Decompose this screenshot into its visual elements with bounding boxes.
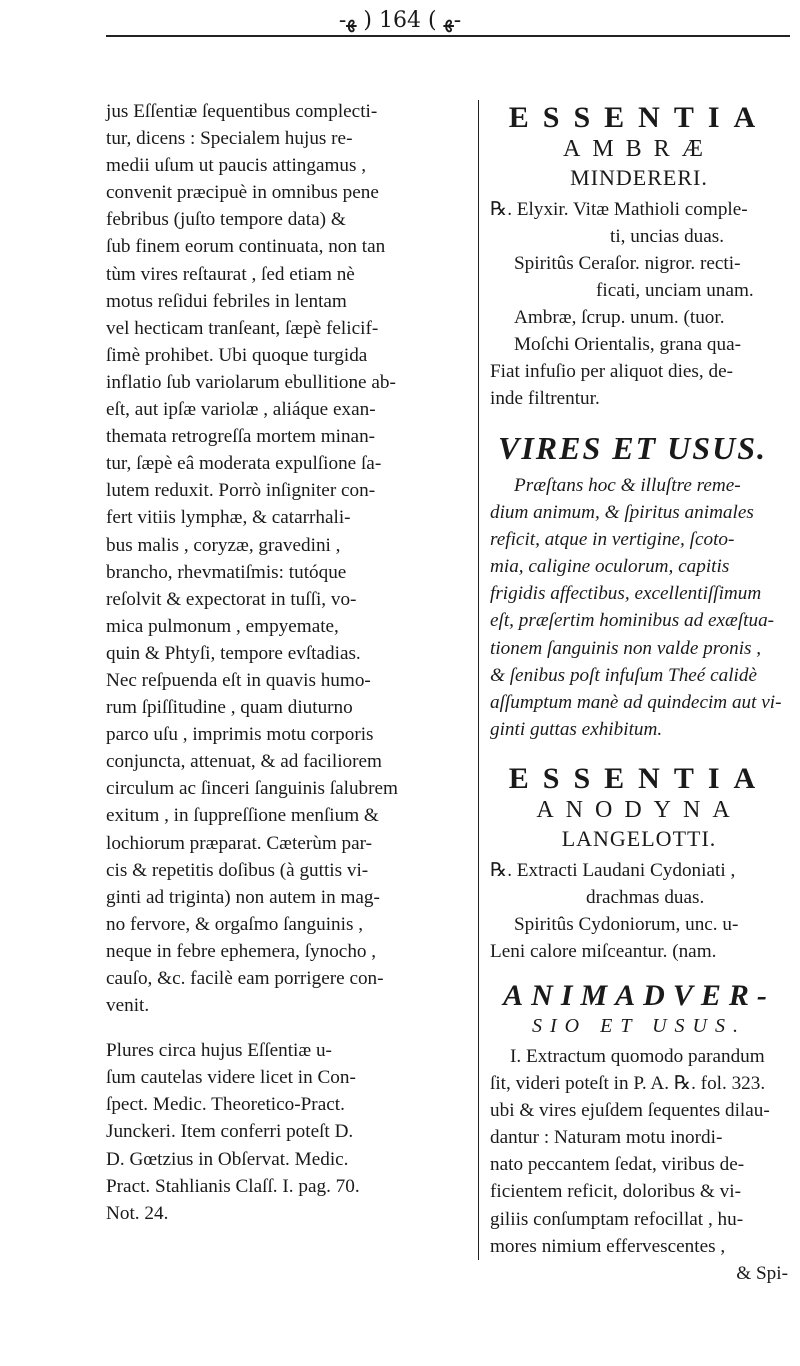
recipe-line: Leni calore miſceantur. (nam. <box>490 940 717 962</box>
paragraph-gap <box>106 1019 466 1037</box>
text-line: Pract. Stahlianis Claſſ. I. pag. 70. <box>106 1175 360 1197</box>
text-line: lutem reduxit. Porrò inſigniter con- <box>106 480 376 502</box>
text-line: lochiorum præparat. Cæterùm par- <box>106 832 373 854</box>
recipe-line: Ambræ, ſcrup. unum. (tuor. <box>514 307 725 328</box>
text-line: exitum , in ſuppreſſione menſium & <box>106 805 379 827</box>
text-line: ficientem reficit, doloribus & vi- <box>490 1181 741 1203</box>
left-paragraph-2 <box>106 1037 466 1227</box>
animadversio-subheading: SIO ET USUS. <box>532 1014 746 1037</box>
text-line: ubi & vires ejuſdem ſequentes dilau- <box>490 1100 770 1122</box>
text-line: bus malis , coryzæ, gravedini , <box>106 534 341 556</box>
text-line: giliis conſumptam refocillat , hu- <box>490 1208 744 1230</box>
text-line: frigidis affectibus, excellentiſſimum <box>490 583 762 605</box>
text-line: mica pulmonum , empyemate, <box>106 615 339 637</box>
text-line: ſimè prohibet. Ubi quoque turgida <box>106 344 368 366</box>
text-line: nato peccantem ſedat, viribus de- <box>490 1154 745 1176</box>
text-line: motus reſidui febriles in lentam <box>106 290 347 312</box>
text-line: jus Eſſentiæ ſequentibus complecti- <box>106 101 378 122</box>
text-line: brancho, rhevmatiſmis: tutóque <box>106 561 347 583</box>
recipe-line: Spiritûs Ceraſor. nigror. recti- <box>514 253 741 274</box>
text-line: reficit, atque in vertigine, ſcoto- <box>490 529 735 551</box>
text-line: rum ſpiſſitudine , quam diuturno <box>106 697 353 719</box>
right-column <box>490 100 788 1287</box>
text-line: quin & Phtyſi, tempore evſtadias. <box>106 642 361 664</box>
text-line: tur, ſæpè eâ moderata expulſione ſa- <box>106 453 382 475</box>
text-line: tionem ſanguinis non valde pronis , <box>490 637 762 659</box>
recipe-line: ficati, unciam unam. <box>596 280 754 301</box>
text-line: D. Gœtzius in Obſervat. Medic. <box>106 1148 349 1170</box>
text-line: dantur : Naturam motu inordi- <box>490 1127 723 1149</box>
text-line: aſſumptum manè ad quindecim aut vi- <box>490 691 782 713</box>
text-line: themata retrogreſſa mortem minan- <box>106 426 376 448</box>
text-line: fert vitiis lymphæ, & catarrhali- <box>106 507 351 529</box>
text-line: Not. 24. <box>106 1202 169 1224</box>
vires-et-usus-heading: VIRES ET USUS. <box>498 430 767 466</box>
text-line: ſpect. Medic. Theoretico-Pract. <box>106 1094 345 1116</box>
left-column <box>106 98 466 1227</box>
text-line: inflatio ſub variolarum ebullitione ab- <box>106 371 396 393</box>
text-line: cis & repetitis doſibus (à guttis vi- <box>106 859 369 881</box>
text-line: cauſo, &c. facilè eam porrigere con- <box>106 968 384 989</box>
text-line: tùm vires reſtaurat , ſed etiam nè <box>106 263 355 285</box>
text-line: tur, dicens : Specialem hujus re- <box>106 128 353 150</box>
recipe-line: inde filtrentur. <box>490 388 600 409</box>
text-line: Nec reſpuenda eſt in quavis humo- <box>106 669 371 691</box>
essentia-ambrae-title: ESSENTIA <box>508 101 770 134</box>
recipe-line: ℞. Elyxir. Vitæ Mathioli comple- <box>490 199 748 220</box>
animadversio-heading: ANIMADVER- <box>503 978 775 1012</box>
recipe-line: Spiritûs Cydoniorum, unc. u- <box>514 913 739 935</box>
text-line: Plures circa hujus Eſſentiæ u- <box>106 1040 332 1062</box>
recipe-line: ti, uncias duas. <box>610 226 725 247</box>
header-rule <box>106 35 790 37</box>
text-line: medii uſum ut paucis attingamus , <box>106 155 367 177</box>
text-line: no fervore, & orgaſmo ſanguinis , <box>106 913 364 935</box>
text-line: ginti guttas exhibitum. <box>490 718 663 740</box>
vires-et-usus-text <box>490 472 788 743</box>
recipe-anodyna <box>490 857 788 965</box>
text-line: parco uſu , imprimis motu corporis <box>106 724 374 746</box>
text-line: ſit, videri poteſt in P. A. ℞. fol. 323. <box>490 1073 766 1095</box>
text-line: mores nimium effervescentes , <box>490 1235 726 1257</box>
essentia-anodyna-subtitle: ANODYNA <box>536 796 742 823</box>
text-line: mia, caligine oculorum, capitis <box>490 556 730 578</box>
running-head: -ﻬ ) 164 ( ﻬ- <box>338 8 462 33</box>
text-line: eſt, aut ipſæ variolæ , aliáque exan- <box>106 399 376 421</box>
text-line: & ſenibus poſt infuſum Theé calidè <box>490 664 757 686</box>
text-line: Junckeri. Item conferri poteſt D. <box>106 1121 354 1143</box>
text-line: ginti ad triginta) non autem in mag- <box>106 886 380 908</box>
essentia-anodyna-title: ESSENTIA <box>508 761 770 795</box>
text-line: convenit præcipuè in omnibus pene <box>106 182 379 204</box>
text-line: conjuncta, attenuat, & ad faciliorem <box>106 751 382 773</box>
column-divider <box>478 100 479 1260</box>
text-line: neque in febre ephemera, ſynocho , <box>106 940 377 962</box>
text-line: dium animum, & ſpiritus animales <box>490 502 754 524</box>
recipe-line: drachmas duas. <box>586 886 705 908</box>
catchword: & Spi- <box>736 1262 788 1284</box>
recipe-line: ℞. Extracti Laudani Cydoniati , <box>490 859 736 881</box>
recipe-line: Moſchi Orientalis, grana qua- <box>514 334 741 355</box>
text-line: Præſtans hoc & illuſtre reme- <box>514 475 741 496</box>
text-line: ſum cautelas videre licet in Con- <box>106 1067 356 1089</box>
left-paragraph-1 <box>106 98 466 1019</box>
text-line: eſt, præſertim hominibus ad exæſtua- <box>490 610 775 632</box>
text-line: venit. <box>106 995 150 1017</box>
essentia-ambrae-author: MINDERERI. <box>570 165 708 190</box>
recipe-line: Fiat infuſio per aliquot dies, de- <box>490 361 733 382</box>
text-line: febribus (juſto tempore data) & <box>106 209 346 231</box>
animadversio-text <box>490 1043 788 1287</box>
text-line: vel hecticam tranſeant, ſæpè felicif- <box>106 317 379 339</box>
text-line: circulum ac ſinceri ſanguinis ſalubrem <box>106 778 398 800</box>
text-line: I. Extractum quomodo parandum <box>510 1045 765 1067</box>
essentia-anodyna-author: LANGELOTTI. <box>561 825 717 851</box>
recipe-ambrae <box>490 196 788 412</box>
text-line: reſolvit & expectorat in tuſſi, vo- <box>106 588 357 610</box>
essentia-ambrae-subtitle: AMBRÆ <box>562 136 716 162</box>
text-line: ſub finem eorum continuata, non tan <box>106 236 386 258</box>
